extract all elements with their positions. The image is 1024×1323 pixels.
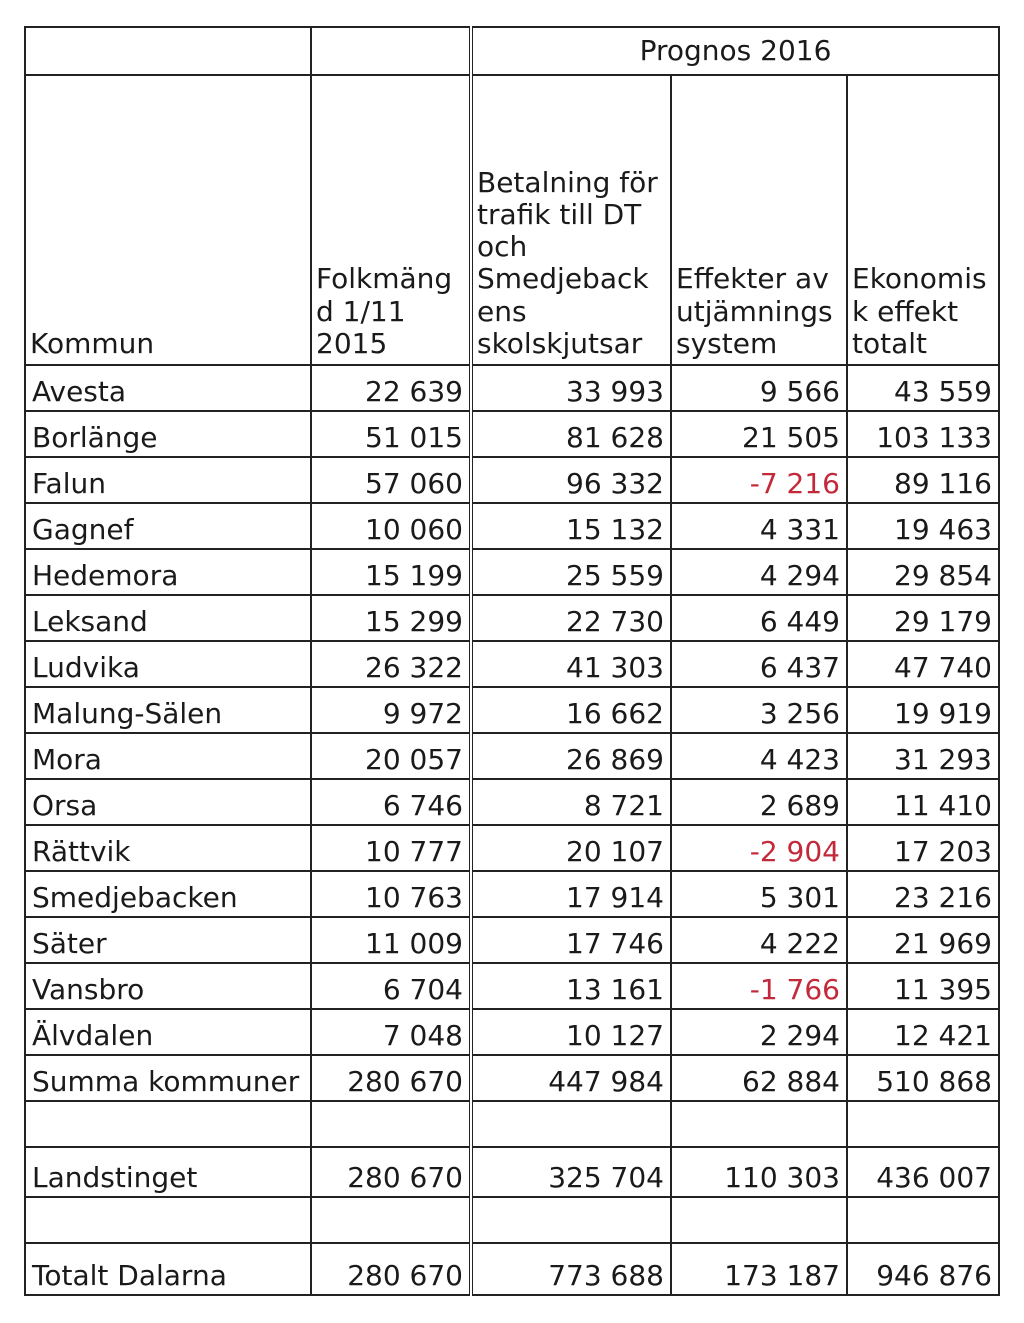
cell-betalning: 26 869 — [471, 733, 671, 779]
cell-folkmangd: 20 057 — [311, 733, 471, 779]
table-row — [25, 779, 999, 825]
landstinget-row — [25, 1147, 999, 1197]
table-row — [25, 825, 999, 871]
spacer-cell — [311, 1101, 471, 1147]
cell-effekter: 3 256 — [671, 687, 847, 733]
cell-kommun: Falun — [25, 457, 311, 503]
spacer-row — [25, 1101, 999, 1147]
cell-kommun: Vansbro — [25, 963, 311, 1009]
cell-kommun: Smedjebacken — [25, 871, 311, 917]
cell-kommun: Älvdalen — [25, 1009, 311, 1055]
cell-effekter: 6 437 — [671, 641, 847, 687]
header-betalning-line: skolskjutsar — [477, 326, 643, 360]
cell-folkmangd: 10 060 — [311, 503, 471, 549]
cell-effekter: 5 301 — [671, 871, 847, 917]
header-ekonomisk — [847, 75, 999, 365]
cell-kommun: Säter — [25, 917, 311, 963]
cell-kommun: Landstinget — [25, 1147, 311, 1197]
cell-ekonomisk: 31 293 — [847, 733, 999, 779]
cell-effekter: 21 505 — [671, 411, 847, 457]
cell-ekonomisk: 29 854 — [847, 549, 999, 595]
blank-header-cell — [25, 27, 311, 75]
cell-folkmangd: 6 746 — [311, 779, 471, 825]
header-folkmangd-line: d 1/11 — [316, 294, 406, 328]
cell-folkmangd: 280 670 — [311, 1147, 471, 1197]
cell-effekter: 4 222 — [671, 917, 847, 963]
cell-kommun: Ludvika — [25, 641, 311, 687]
header-folkmangd — [311, 75, 471, 365]
cell-effekter: -7 216 — [671, 457, 847, 503]
cell-folkmangd: 15 299 — [311, 595, 471, 641]
header-betalning-line: Betalning för — [477, 165, 658, 199]
totalt-row — [25, 1243, 999, 1295]
cell-betalning: 81 628 — [471, 411, 671, 457]
cell-effekter: 4 423 — [671, 733, 847, 779]
cell-betalning: 15 132 — [471, 503, 671, 549]
cell-betalning: 22 730 — [471, 595, 671, 641]
cell-effekter: 110 303 — [671, 1147, 847, 1197]
table-row — [25, 871, 999, 917]
cell-effekter: 6 449 — [671, 595, 847, 641]
cell-effekter: 173 187 — [671, 1243, 847, 1295]
header-effekter-line: system — [676, 326, 778, 360]
header-effekter-line: utjämnings — [676, 294, 833, 328]
table-row — [25, 963, 999, 1009]
table-row — [25, 457, 999, 503]
cell-betalning: 96 332 — [471, 457, 671, 503]
cell-effekter: 2 689 — [671, 779, 847, 825]
table-row — [25, 917, 999, 963]
cell-betalning: 10 127 — [471, 1009, 671, 1055]
cell-folkmangd: 57 060 — [311, 457, 471, 503]
cell-effekter: -2 904 — [671, 825, 847, 871]
table-row — [25, 595, 999, 641]
column-header-row — [25, 75, 999, 365]
spacer-cell — [25, 1197, 311, 1243]
blank-header-cell — [311, 27, 471, 75]
spacer-cell — [471, 1197, 671, 1243]
cell-effekter: -1 766 — [671, 963, 847, 1009]
spacer-row — [25, 1197, 999, 1243]
cell-betalning: 773 688 — [471, 1243, 671, 1295]
cell-folkmangd: 26 322 — [311, 641, 471, 687]
cell-betalning: 13 161 — [471, 963, 671, 1009]
spacer-cell — [671, 1101, 847, 1147]
cell-kommun: Totalt Dalarna — [25, 1243, 311, 1295]
table-row — [25, 549, 999, 595]
header-effekter-line: Effekter av — [676, 262, 829, 296]
cell-ekonomisk: 19 919 — [847, 687, 999, 733]
cell-betalning: 25 559 — [471, 549, 671, 595]
cell-kommun: Orsa — [25, 779, 311, 825]
cell-ekonomisk: 436 007 — [847, 1147, 999, 1197]
cell-folkmangd: 10 763 — [311, 871, 471, 917]
table-row — [25, 503, 999, 549]
cell-betalning: 41 303 — [471, 641, 671, 687]
spacer-cell — [847, 1101, 999, 1147]
cell-ekonomisk: 103 133 — [847, 411, 999, 457]
cell-ekonomisk: 11 410 — [847, 779, 999, 825]
cell-kommun: Malung-Sälen — [25, 687, 311, 733]
cell-kommun: Hedemora — [25, 549, 311, 595]
header-effekter — [671, 75, 847, 365]
cell-betalning: 325 704 — [471, 1147, 671, 1197]
cell-effekter: 62 884 — [671, 1055, 847, 1101]
table-row — [25, 687, 999, 733]
cell-kommun: Rättvik — [25, 825, 311, 871]
cell-ekonomisk: 47 740 — [847, 641, 999, 687]
cell-folkmangd: 51 015 — [311, 411, 471, 457]
header-ekonomisk-line: k effekt — [852, 294, 959, 328]
cell-ekonomisk: 29 179 — [847, 595, 999, 641]
header-betalning-line: Smedjeback — [477, 262, 649, 296]
cell-folkmangd: 7 048 — [311, 1009, 471, 1055]
cell-kommun: Summa kommuner — [25, 1055, 311, 1101]
cell-betalning: 447 984 — [471, 1055, 671, 1101]
header-betalning-line: ens — [477, 294, 527, 328]
prognos-label: Prognos 2016 — [471, 27, 999, 75]
cell-betalning: 20 107 — [471, 825, 671, 871]
cell-folkmangd: 280 670 — [311, 1055, 471, 1101]
cell-effekter: 9 566 — [671, 365, 847, 411]
header-betalning-line: och — [477, 230, 528, 264]
cell-effekter: 4 331 — [671, 503, 847, 549]
cell-betalning: 17 914 — [471, 871, 671, 917]
header-folkmangd-line: 2015 — [316, 326, 388, 360]
cell-ekonomisk: 89 116 — [847, 457, 999, 503]
cell-ekonomisk: 17 203 — [847, 825, 999, 871]
spacer-cell — [847, 1197, 999, 1243]
cell-kommun: Leksand — [25, 595, 311, 641]
header-ekonomisk-line: totalt — [852, 326, 928, 360]
table-row — [25, 1009, 999, 1055]
cell-ekonomisk: 19 463 — [847, 503, 999, 549]
header-kommun-label: Kommun — [30, 326, 155, 360]
cell-folkmangd: 22 639 — [311, 365, 471, 411]
cell-ekonomisk: 23 216 — [847, 871, 999, 917]
table-row — [25, 365, 999, 411]
table-row — [25, 641, 999, 687]
cell-effekter: 4 294 — [671, 549, 847, 595]
cell-betalning: 8 721 — [471, 779, 671, 825]
cell-betalning: 17 746 — [471, 917, 671, 963]
cell-betalning: 33 993 — [471, 365, 671, 411]
spacer-cell — [671, 1197, 847, 1243]
cell-ekonomisk: 11 395 — [847, 963, 999, 1009]
header-betalning — [471, 75, 671, 365]
cell-effekter: 2 294 — [671, 1009, 847, 1055]
spacer-cell — [471, 1101, 671, 1147]
cell-kommun: Mora — [25, 733, 311, 779]
header-kommun — [25, 75, 311, 365]
summa-row — [25, 1055, 999, 1101]
budget-table — [24, 26, 1000, 1296]
spacer-cell — [311, 1197, 471, 1243]
table-row — [25, 411, 999, 457]
header-betalning-line: trafik till DT — [477, 198, 642, 232]
cell-kommun: Avesta — [25, 365, 311, 411]
cell-ekonomisk: 43 559 — [847, 365, 999, 411]
cell-folkmangd: 10 777 — [311, 825, 471, 871]
cell-folkmangd: 6 704 — [311, 963, 471, 1009]
table-body — [25, 27, 999, 1295]
cell-kommun: Borlänge — [25, 411, 311, 457]
cell-folkmangd: 11 009 — [311, 917, 471, 963]
cell-ekonomisk: 510 868 — [847, 1055, 999, 1101]
header-ekonomisk-line: Ekonomis — [852, 262, 987, 296]
table-row — [25, 733, 999, 779]
cell-folkmangd: 280 670 — [311, 1243, 471, 1295]
cell-folkmangd: 15 199 — [311, 549, 471, 595]
prognos-header-row — [25, 27, 999, 75]
cell-ekonomisk: 12 421 — [847, 1009, 999, 1055]
cell-ekonomisk: 946 876 — [847, 1243, 999, 1295]
cell-ekonomisk: 21 969 — [847, 917, 999, 963]
cell-folkmangd: 9 972 — [311, 687, 471, 733]
spacer-cell — [25, 1101, 311, 1147]
cell-betalning: 16 662 — [471, 687, 671, 733]
header-folkmangd-line: Folkmäng — [316, 262, 453, 296]
cell-kommun: Gagnef — [25, 503, 311, 549]
